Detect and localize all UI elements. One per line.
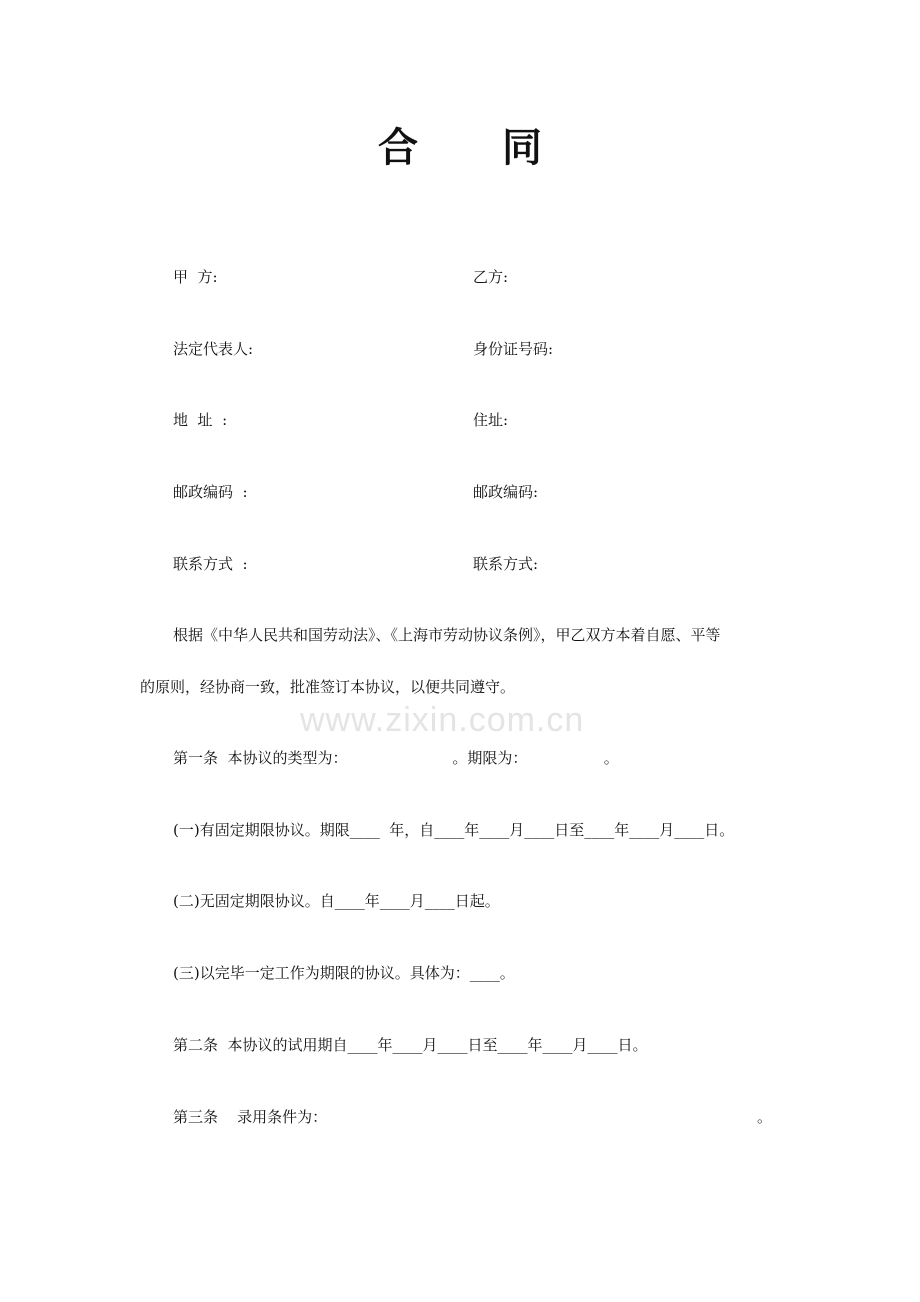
postcode-b-label: 邮政编码: (473, 483, 539, 501)
contact-b-label: 联系方式: (473, 555, 539, 573)
watermark: www.zixin.com.cn (300, 701, 585, 739)
document-title (0, 124, 920, 172)
article-1-item-2: (二)无固定期限协议。自____年____月____日起。 (173, 892, 500, 910)
title-char: 合 (378, 125, 418, 171)
contact-a-label: 联系方式 : (173, 555, 248, 573)
residence-label: 住址: (473, 411, 509, 429)
party-b-label: 乙方: (473, 268, 509, 286)
article-1: 第一条 本协议的类型为： 。期限为： 。 (173, 749, 619, 767)
article-3-end: 。 (757, 1108, 773, 1126)
preamble-line-2: 的原则，经协商一致，批准签订本协议，以便共同遵守。 (140, 678, 516, 696)
article-1-item-1: (一)有固定期限协议。期限____ 年，自____年____月____日至____年____月____日。 (173, 821, 735, 839)
legal-rep-label: 法定代表人: (173, 340, 254, 358)
preamble-line-1: 根据《中华人民共和国劳动法》、《上海市劳动协议条例》，甲乙双方本着自愿、平等 (173, 626, 721, 644)
postcode-a-label: 邮政编码 : (173, 483, 248, 501)
article-3: 第三条 录用条件为： (173, 1108, 328, 1126)
title-char: 同 (502, 125, 542, 171)
article-2: 第二条 本协议的试用期自____年____月____日至____年____月____日。 (173, 1036, 648, 1054)
party-a-label: 甲 方: (173, 268, 218, 286)
article-1-item-3: (三)以完毕一定工作为期限的协议。具体为：____。 (173, 964, 515, 982)
address-label: 地 址 : (173, 411, 228, 429)
id-number-label: 身份证号码: (473, 340, 554, 358)
